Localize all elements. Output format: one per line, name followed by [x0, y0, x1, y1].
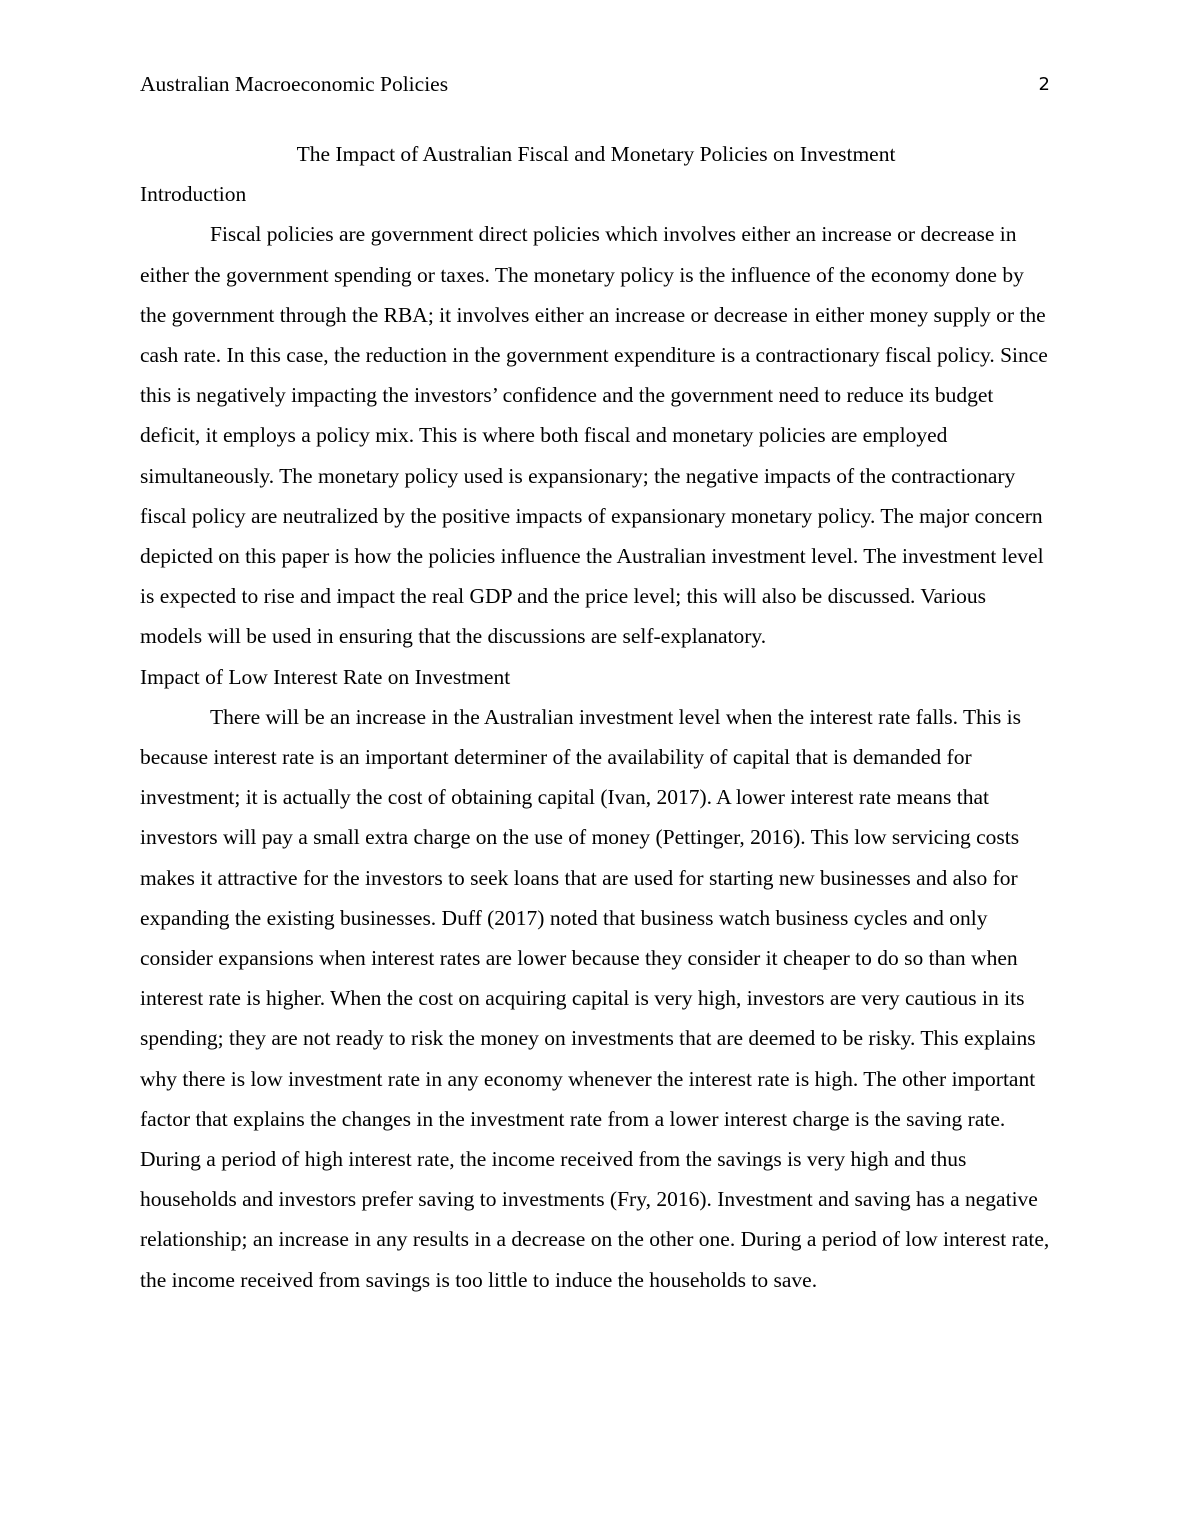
paragraph-introduction: Fiscal policies are government direct policies which involves either an increase or decrease in either the government spending or taxes. The monetary policy is the influence of the economy done by the government through the RBA; it involves either an increase or decrease in either money supply or the cash rate. In this case, the reduction in the government expenditure is a contractionary fiscal policy. Since this is negatively impacting the investors’ confidence and the government need to reduce its budget deficit, it employs a policy mix. This is where both fiscal and monetary policies are employed simultaneously. The monetary policy used is expansionary; the negative impacts of the contractionary fiscal policy are neutralized by the positive impacts of expansionary monetary policy. The major concern depicted on this paper is how the policies influence the Australian investment level. The investment level is expected to rise and impact the real GDP and the price level; this will also be discussed. Various models will be used in ensuring that the discussions are self-explanatory.: [140, 222, 1048, 649]
document-body: [140, 134, 1052, 1300]
running-head-title: Australian Macroeconomic Policies: [140, 72, 449, 96]
section-heading-introduction: Introduction: [140, 182, 247, 207]
page-number: 2: [1038, 74, 1050, 95]
paragraph-interest-rate: There will be an increase in the Australian investment level when the interest rate falls. This is because interest rate is an important determiner of the availability of capital that is demanded for investment; it is actually the cost of obtaining capital (Ivan, 2017). A lower interest rate means that investors will pay a small extra charge on the use of money (Pettinger, 2016). This low servicing costs makes it attractive for the investors to seek loans that are used for starting new businesses and also for expanding the existing businesses. Duff (2017) noted that business watch business cycles and only consider expansions when interest rates are lower because they consider it cheaper to do so than when interest rate is higher. When the cost on acquiring capital is very high, investors are very cautious in its spending; they are not ready to risk the money on investments that are deemed to be risky. This explains why there is low investment rate in any economy whenever the interest rate is high. The other important factor that explains the changes in the investment rate from a lower interest charge is the saving rate. During a period of high interest rate, the income received from the savings is very high and thus households and investors prefer saving to investments (Fry, 2016). Investment and saving has a negative relationship; an increase in any results in a decrease on the other one. During a period of low interest rate, the income received from savings is too little to induce the households to save.: [140, 704, 1050, 1292]
section-heading-interest-rate: Impact of Low Interest Rate on Investment: [140, 664, 511, 689]
document-title: The Impact of Australian Fiscal and Monetary Policies on Investment: [296, 142, 896, 166]
